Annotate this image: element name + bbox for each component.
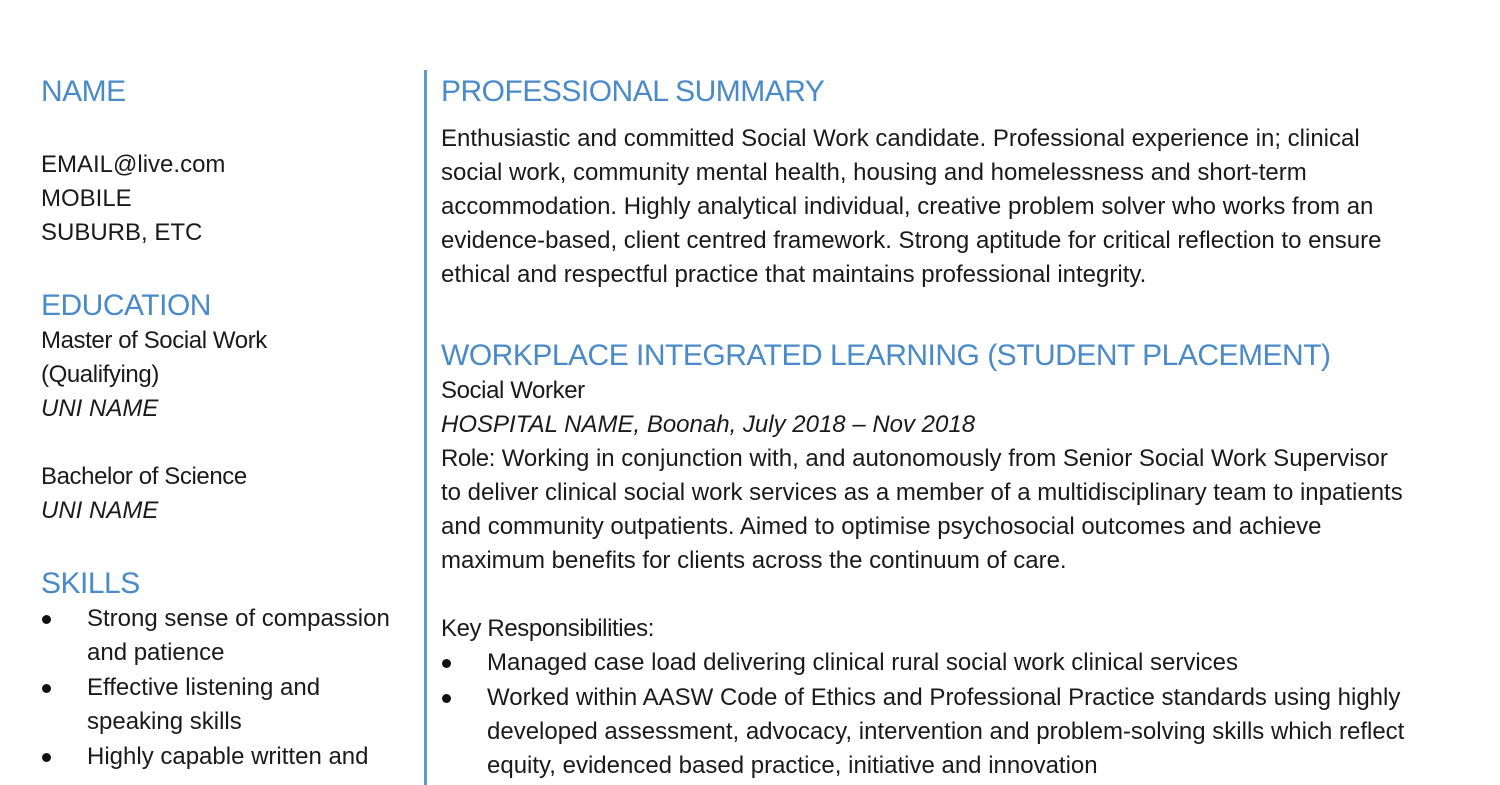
role-line: maximum benefits for clients across the continuum of care. bbox=[441, 547, 1067, 574]
skill-item bbox=[41, 740, 411, 774]
education-degree: Bachelor of Science bbox=[41, 463, 247, 490]
skill-text: Highly capable written and bbox=[87, 743, 369, 770]
skill-text: Effective listening and bbox=[87, 674, 321, 701]
left-column bbox=[41, 74, 411, 775]
key-responsibilities-heading: Key Responsibilities: bbox=[441, 615, 655, 642]
skills-heading: SKILLS bbox=[41, 567, 140, 600]
summary-line: evidence-based, client centred framework. Strong aptitude for critical reflection to ensure bbox=[441, 227, 1382, 254]
contact-mobile: MOBILE bbox=[41, 185, 132, 212]
summary-line: Enthusiastic and committed Social Work candidate. Professional experience in; clinical bbox=[441, 125, 1360, 152]
skill-item bbox=[41, 602, 411, 670]
contact-email: EMAIL@live.com bbox=[41, 151, 226, 178]
role-line: and community outpatients. Aimed to optimise psychosocial outcomes and achieve bbox=[441, 513, 1322, 540]
bullet-icon bbox=[442, 659, 451, 668]
responsibility-item bbox=[441, 646, 1471, 680]
summary-heading: PROFESSIONAL SUMMARY bbox=[441, 75, 825, 108]
skills-list bbox=[41, 602, 411, 774]
summary-line: social work, community mental health, housing and homelessness and short-term bbox=[441, 159, 1307, 186]
skill-item bbox=[41, 671, 411, 739]
placement-heading: WORKPLACE INTEGRATED LEARNING (STUDENT PLACEMENT) bbox=[441, 339, 1331, 372]
column-divider bbox=[424, 70, 427, 785]
responsibility-text: Worked within AASW Code of Ethics and Professional Practice standards using highly bbox=[487, 684, 1401, 711]
education-degree: Master of Social Work bbox=[41, 327, 267, 354]
contact-suburb: SUBURB, ETC bbox=[41, 219, 203, 246]
education-degree-cont: (Qualifying) bbox=[41, 361, 159, 388]
responsibility-text: Managed case load delivering clinical rural social work clinical services bbox=[487, 649, 1238, 676]
bullet-icon bbox=[42, 684, 51, 693]
education-heading: EDUCATION bbox=[41, 289, 211, 322]
bullet-icon bbox=[42, 753, 51, 762]
summary-line: accommodation. Highly analytical individual, creative problem solver who works from an bbox=[441, 193, 1374, 220]
skill-text-cont: and patience bbox=[87, 639, 225, 666]
bullet-icon bbox=[42, 615, 51, 624]
role-text: Working in conjunction with, and autonomously from Senior Social Work Supervisor bbox=[495, 445, 1388, 472]
education-school: UNI NAME bbox=[41, 497, 159, 524]
education-school: UNI NAME bbox=[41, 395, 159, 422]
responsibilities-list bbox=[441, 646, 1471, 783]
right-column bbox=[441, 74, 1471, 784]
name-heading: NAME bbox=[41, 75, 126, 108]
bullet-icon bbox=[442, 694, 451, 703]
job-title: Social Worker bbox=[441, 377, 585, 404]
employer-line: HOSPITAL NAME, Boonah, July 2018 – Nov 2018 bbox=[441, 411, 976, 438]
responsibility-text-cont: developed assessment, advocacy, intervention and problem-solving skills which reflect bbox=[487, 718, 1405, 745]
skill-text-cont: speaking skills bbox=[87, 708, 242, 735]
role-line bbox=[441, 442, 1471, 476]
role-line: to deliver clinical social work services as a member of a multidisciplinary team to inpatients bbox=[441, 479, 1403, 506]
responsibility-item bbox=[441, 681, 1471, 783]
summary-line: ethical and respectful practice that maintains professional integrity. bbox=[441, 261, 1147, 288]
responsibility-text-cont: equity, evidenced based practice, initiative and innovation bbox=[487, 752, 1098, 779]
role-label: Role: bbox=[441, 445, 496, 472]
skill-text: Strong sense of compassion bbox=[87, 605, 390, 632]
